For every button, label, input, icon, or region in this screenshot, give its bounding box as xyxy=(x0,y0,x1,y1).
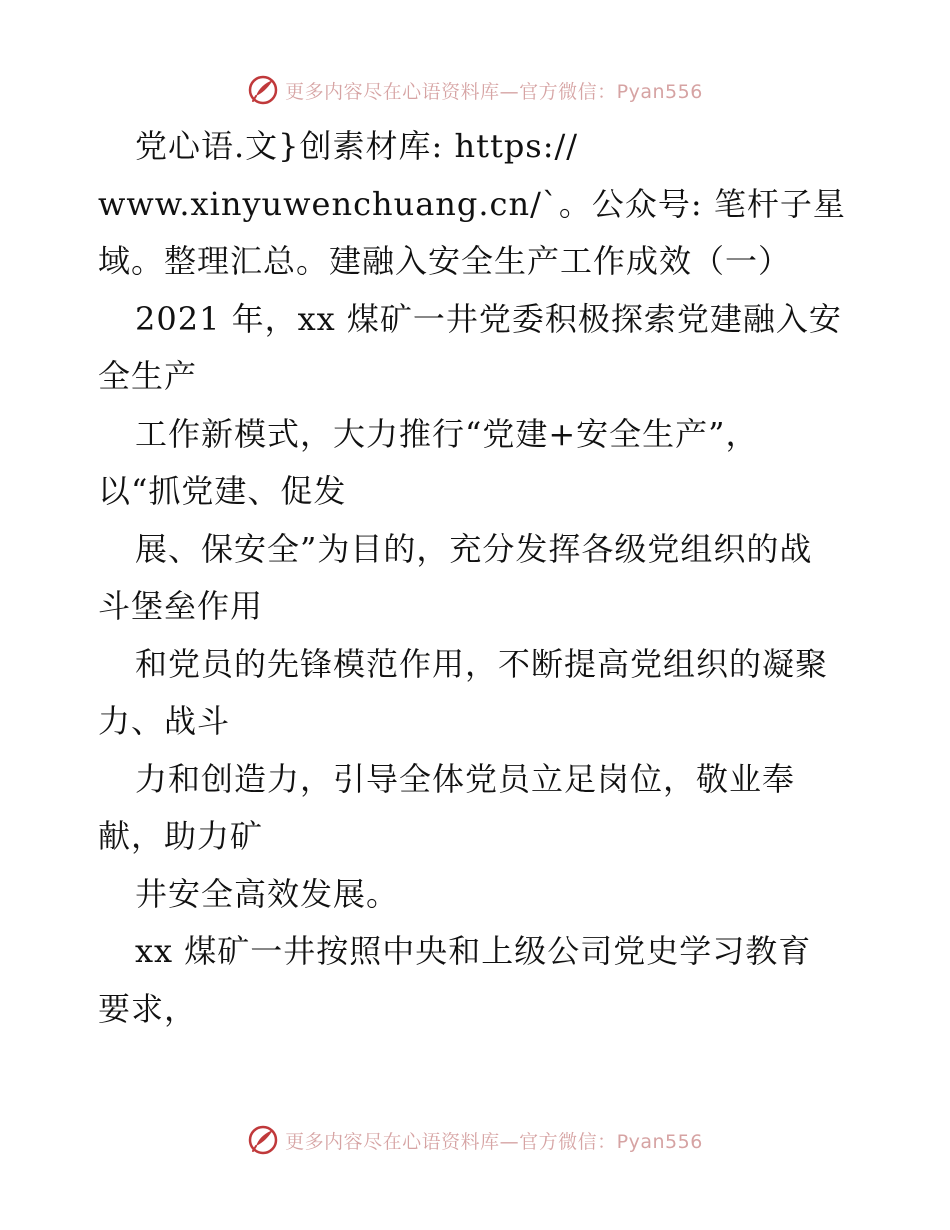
header-banner xyxy=(0,70,950,110)
text-line: 全生产 xyxy=(98,357,198,395)
text-line: 2021 年，xx 煤矿一井党委积极探索党建融入安 xyxy=(135,299,842,338)
text-line: 力和创造力，引导全体党员立足岗位，敬业奉 xyxy=(135,759,796,798)
text-line: 党心语.文}创素材库: https:// xyxy=(135,127,579,165)
header-banner-text: 更多内容尽在心语资料库—官方微信：Pyan556 xyxy=(285,80,703,103)
text-line: 和党员的先锋模范作用，不断提高党组织的凝聚 xyxy=(135,644,829,683)
text-line: www.xinyuwenchuang.cn/`。公众号: 笔杆子星 xyxy=(98,184,846,223)
text-line: 展、保安全”为目的，充分发挥各级党组织的战 xyxy=(135,529,813,568)
document-body xyxy=(98,118,858,1038)
text-line: 工作新模式，大力推行“党建+安全生产”， xyxy=(135,414,759,453)
text-line: 井安全高效发展。 xyxy=(135,874,400,913)
footer-banner-text: 更多内容尽在心语资料库—官方微信：Pyan556 xyxy=(285,1130,703,1153)
text-line: 力、战斗 xyxy=(98,702,231,740)
text-line: xx 煤矿一井按照中央和上级公司党史学习教育 xyxy=(135,932,812,970)
text-line: 斗堡垒作用 xyxy=(98,587,264,625)
footer-banner xyxy=(0,1120,950,1160)
quill-logo-icon xyxy=(247,1124,279,1156)
text-line: 要求， xyxy=(98,989,198,1028)
text-line: 域。整理汇总。建融入安全生产工作成效（一） xyxy=(98,242,792,280)
text-line: 献，助力矿 xyxy=(98,817,264,855)
text-line: 以“抓党建、促发 xyxy=(98,472,347,510)
quill-logo-icon xyxy=(247,74,279,106)
